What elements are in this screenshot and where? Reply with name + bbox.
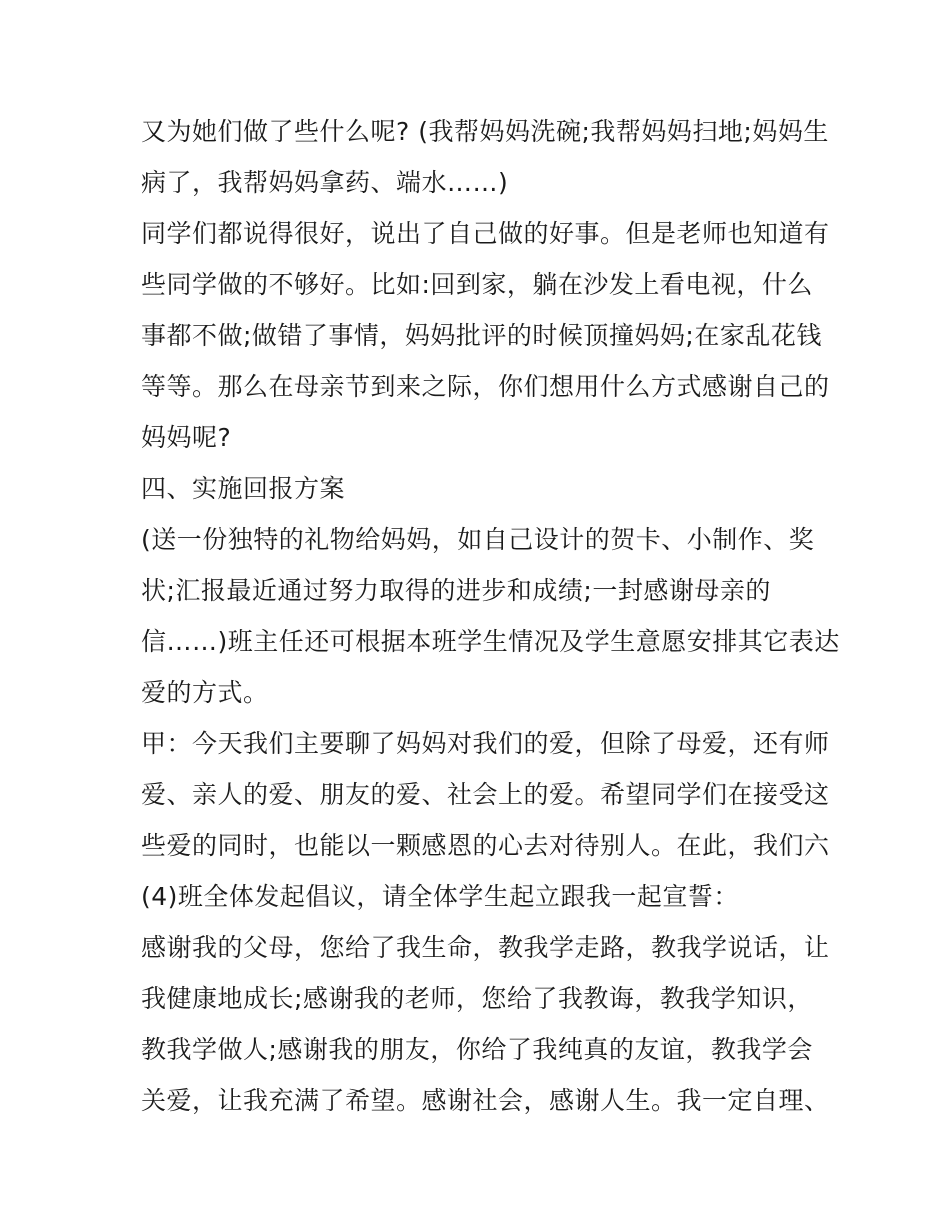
text-line: 又为她们做了些什么呢? (我帮妈妈洗碗;我帮妈妈扫地;妈妈生 [141,117,829,146]
document-body [141,106,840,1126]
text-line: 爱的方式。 [141,678,269,707]
text-line: 感谢我的父母，您给了我生命，教我学走路，教我学说话，让 [141,933,830,962]
text-line: 信……)班主任还可根据本班学生情况及学生意愿安排其它表达 [141,627,840,656]
text-line: 甲：今天我们主要聊了妈妈对我们的爱，但除了母爱，还有师 [141,729,830,758]
text-line: 我健康地成长;感谢我的老师，您给了我教诲，教我学知识， [141,984,813,1013]
text-line: 事都不做;做错了事情，妈妈批评的时候顶撞妈妈;在家乱花钱 [141,321,822,350]
text-line: 关爱，让我充满了希望。感谢社会，感谢人生。我一定自理、 [141,1086,830,1115]
text-line: 教我学做人;感谢我的朋友，你给了我纯真的友谊，教我学会 [141,1035,813,1064]
text-line: 些同学做的不够好。比如:回到家，躺在沙发上看电视，什么 [141,270,813,299]
text-line: 状;汇报最近通过努力取得的进步和成绩;一封感谢母亲的 [141,576,771,605]
text-line: (4)班全体发起倡议，请全体学生起立跟我一起宣誓： [141,882,739,911]
text-line: (送一份独特的礼物给妈妈，如自己设计的贺卡、小制作、奖 [141,525,815,554]
text-line: 等等。那么在母亲节到来之际，你们想用什么方式感谢自己的 [141,372,830,401]
text-line: 妈妈呢? [141,423,232,452]
text-line: 些爱的同时，也能以一颗感恩的心去对待别人。在此，我们六 [141,831,830,860]
section-heading: 四、实施回报方案 [141,474,346,503]
text-line: 爱、亲人的爱、朋友的爱、社会上的爱。希望同学们在接受这 [141,780,830,809]
text-line: 病了，我帮妈妈拿药、端水……) [141,168,509,197]
text-line: 同学们都说得很好，说出了自己做的好事。但是老师也知道有 [141,219,830,248]
